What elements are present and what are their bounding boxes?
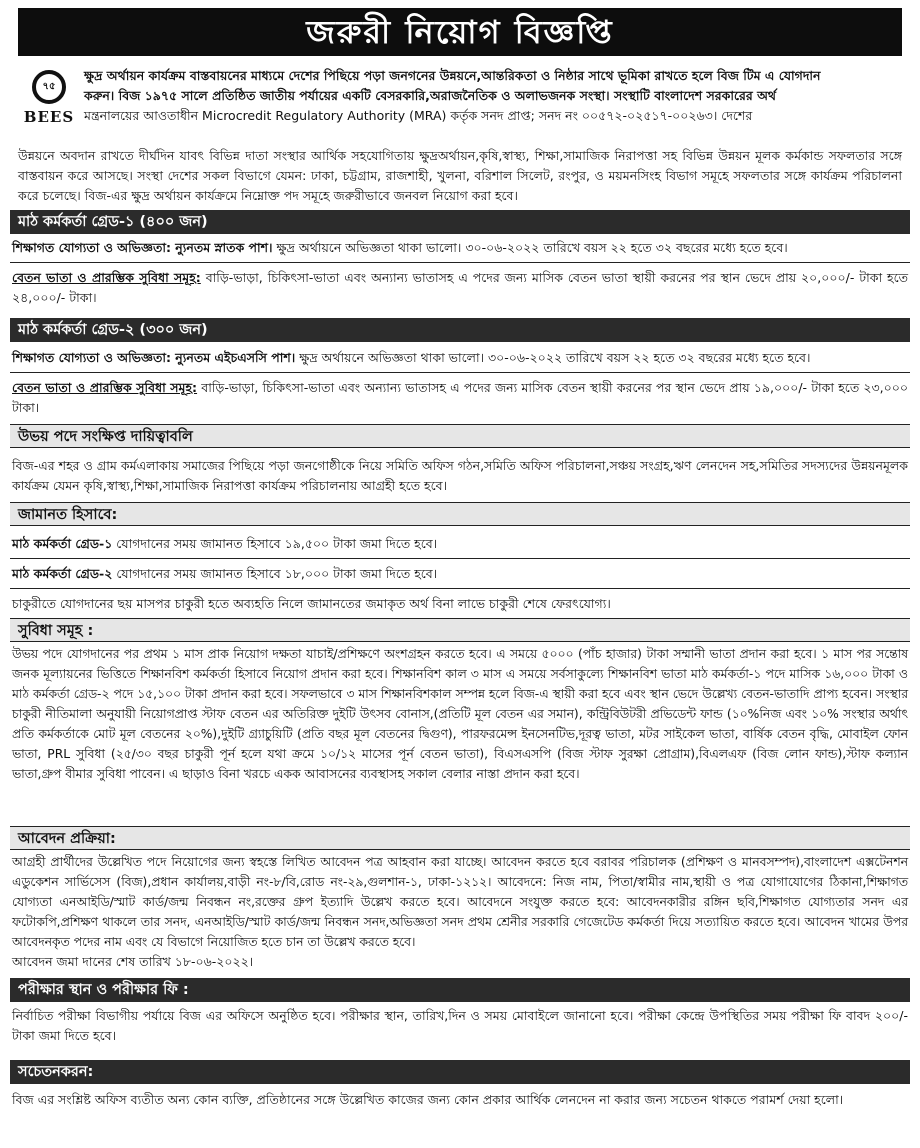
grade2-salary (12, 378, 908, 418)
security-grade2 (12, 564, 908, 584)
grade1-qualification (12, 238, 908, 258)
intro-rest: উন্নয়নে অবদান রাখতে দীর্ঘদিন যাবৎ বিভিন্ন দাতা সংস্থার আর্থিক সহযোগিতায় ক্ষুদ্রঅর্থায়ন,কৃষি,স্বাস্থ্য, শিক্ষা,সামাজিক নিরাপত্তা সহ বিভিন্ন উন্নয়ন মূলক কর্মকান্ড সফলতার সঙ্গে বাস্তবায়ন করে আসছে। সংস্থা দেশের সকল বিভাগে যেমন: ঢাকা, চট্টগ্রাম, রাজশাহী, খুলনা, বরিশাল সিলেট, রংপুর, ও ময়মনসিংহ বিভাগ সমূহে সফলতার সঙ্গে কার্যক্রম পরিচালনা করে চলেছে। বিজ-এর ক্ষুদ্র অর্থায়ন কার্যক্রমে নিম্নোক্ত পদ সমূহে জরুরীভাবে জনবল নিয়োগ করা হবে। (18, 148, 902, 203)
application-text: আগ্রহী প্রার্থীদের উল্লেখিত পদে নিয়োগের জন্য স্বহস্তে লিখিত আবেদন পত্র আহবান করা যাচ্ছে। আবেদন করতে হবে বরাবর পরিচালক (প্রশিক্ষণ ও মানবসম্পদ),বাংলাদেশ এক্সটেনশন এডুকেশন সার্ভিসেস (বিজ),প্রধান কার্যালয়,বাড়ী নং-৮/বি,রোড নং-২৯,গুলশান-১, ঢাকা-১২১২। আবেদনে: নিজ নাম, পিতা/স্বামীর নাম,স্থায়ী ও পত্র যোগাযোগের ঠিকানা,শিক্ষাগত যোগ্যতা এনআইডি/স্মাট কার্ড/জন্ম নিবন্ধন নং,রক্তের গ্রুপ ইত্যাদি উল্লেখ করতে হবে। আবেদনে সংযুক্ত করতে হবে: আবেদনকারীর রঙ্গিন ছবি,শিক্ষাগত যোগ্যতার সনদ এর ফটোকপি,প্রশিক্ষণ থাকলে তার সনদ, এনআইডি/স্মাট কার্ড/জন্ম নিবন্ধন সনদ,অভিজ্ঞতা সনদ প্রথম শ্রেনীর সরকারি গেজেটেড কর্মকর্তা দিয়ে সত্যায়িত করতে হবে। আবেদন খামের উপর আবেদনকৃত পদের নাম এবং যে বিভাগে নিয়োজিত হতে চান তা উল্লেখ করতে হবে। (12, 855, 908, 949)
intro-block (18, 62, 902, 212)
grade2-qual-text: ক্ষুদ্র অর্থায়নে অভিজ্ঞতা থাকা ভালো। ৩০-০৬-২০২২ তারিখে বয়স ২২ হতে ৩২ বছরের মধ্যে হতে হবে। (295, 350, 811, 365)
benefits-heading: সুবিধা সমূহ : (10, 618, 910, 642)
divider (10, 558, 910, 559)
grade2-qual-label: শিক্ষাগত যোগ্যতা ও অভিজ্ঞতা: ন্যুনতম এইচএসসি পাশ। (12, 350, 296, 365)
security-grade1-text: যোগদানের সময় জামানত হিসাবে ১৯,৫০০ টাকা জমা দিতে হবে। (112, 536, 438, 551)
grade1-salary-label: বেতন ভাতা ও প্রারম্ভিক সুবিধা সমূহ: (12, 270, 201, 285)
divider (10, 588, 910, 589)
caution-text: বিজ এর সংশ্লিষ্ট অফিস ব্যতীত অন্য কোন ব্যক্তি, প্রতিষ্ঠানের সঙ্গে উল্লেখিত কাজের জন্য কোন প্রকার আর্থিক লেনদেন না করার জন্য সচেতন থাকতে পরামর্শ দেয়া হলো। (12, 1092, 844, 1107)
divider (10, 262, 910, 263)
intro-paragraph (84, 66, 902, 126)
grade2-qualification (12, 348, 908, 368)
duties-heading: উভয় পদে সংক্ষিপ্ত দায়িত্বাবলি (10, 424, 910, 448)
intro-line-3: মন্ত্রনালয়ের আওতাধীন Microcredit Regulatory Authority (MRA) কর্তৃক সনদ প্রাপ্ত; সনদ নং ০০৫৭২-০২৫১৭-০০২৬৩। দেশের (84, 108, 753, 123)
divider (10, 372, 910, 373)
intro-line-2: করুন। বিজ ১৯৭৫ সালে প্রতিষ্ঠিত জাতীয় পর্যায়ের একটি বেসরকারি,অরাজনৈতিক ও অলাভজনক সংস্থা। সংস্থাটি বাংলাদেশ সরকারের অর্থ (84, 88, 777, 103)
grade1-qual-label: শিক্ষাগত যোগ্যতা ও অভিজ্ঞতা: ন্যুনতম স্নাতক পাশ। (12, 240, 273, 255)
security-grade1-label: মাঠ কর্মকর্তা গ্রেড-১ (12, 536, 113, 551)
security-grade1 (12, 534, 908, 554)
job-notice (4, 4, 916, 1140)
intro-line-1: ক্ষুদ্র অর্থায়ন কার্যক্রম বাস্তবায়নের মাধ্যমে দেশের পিছিয়ে পড়া জনগনের উন্নয়নে,আন্তরিকতা ও নিষ্ঠার সাথে ভূমিকা রাখতে হলে বিজ টিম এ যোগদান (84, 68, 821, 83)
security-heading: জামানত হিসাবে: (10, 502, 910, 526)
logo-wordmark: BEES (23, 108, 75, 126)
security-grade2-text: যোগদানের সময় জামানত হিসাবে ১৮,০০০ টাকা জমা দিতে হবে। (112, 566, 438, 581)
caution-heading: সচেতনকরন: (10, 1060, 910, 1084)
grade1-salary (12, 268, 908, 308)
grade1-heading: মাঠ কর্মকর্তা গ্রেড-১ (৪০০ জন) (10, 210, 910, 234)
notice-title: জরুরী নিয়োগ বিজ্ঞপ্তি (18, 8, 902, 56)
bees-logo (20, 70, 78, 134)
application-deadline: আবেদন জমা দানের শেষ তারিখ ১৮-০৬-২০২২। (12, 954, 254, 969)
grade1-salary-text: বাড়ি-ভাড়া, চিকিৎসা-ভাতা এবং অন্যান্য ভাতাসহ এ পদের জন্য মাসিক বেতন ভাতা স্থায়ী করনের পর স্থান ভেদে প্রায় ২০,০০০/- টাকা হতে ২৪,০০০/- টাকা। (12, 270, 909, 305)
benefits-text: উভয় পদে যোগদানের পর প্রথম ১ মাস প্রাক নিয়োগ দক্ষতা যাচাই/প্রশিক্ষণে অংশগ্রহন করতে হবে। এ সময়ে ৫০০০ (পাঁচ হাজার) টাকা সম্মানী ভাতা প্রদান করা হবে। ১ মাস পর সন্তোষ জনক মূল্যায়নের ভিত্তিতে শিক্ষানবিশ কর্মকর্তা হিসাবে নিয়োগ প্রদান করা হবে। শিক্ষানবিশ কাল ৩ মাস এ সময়ে সর্বসাকুল্যে শিক্ষানবিশ ভাতা মাঠ কর্মকর্তা-১ পদে মাসিক ১৬,০০০ টাকা ও মাঠ কর্মকর্তা গ্রেড-২ পদে ১৫,১০০ টাকা প্রদান করা হবে। সফলভাবে ৩ মাস শিক্ষানবিশকাল সম্পন্ন হলে বিজ-এ স্থায়ী করা হবে এবং স্থান ভেদে উল্লেখ্য বেতন-ভাতাদি প্রাপ্য হবেন। সংস্থার চাকুরী নীতিমালা অনুযায়ী নিয়োগপ্রাপ্ত স্টাফ বেতন এর অতিরিক্ত দুইটি উৎসব বোনাস,(প্রতিটি মূল বেতন এর সমান), কন্ট্রিবিউটরী প্রভিডেন্ট ফান্ড (১০%নিজ এবং ১০% সংস্থার অর্থাৎ প্রতি কর্মকর্তাকে মোট মূল বেতনের ২০%),দুইটি গ্র্যাচুয়িটি (প্রতি বছর মূল বেতনের দ্বিগুণ), পারফরমেন্স ইনসেনটিভ,দূরত্ব ভাতা, মটর সাইকেল ভাতা, বার্ষিক বেতন বৃদ্ধি, মোবাইল ফোন ভাতা, PRL সুবিধা (২৫/৩০ বছর চাকুরী পূর্ন হলে যথা ক্রমে ১০/১২ মাসের পূর্ন বেতন ভাতা), বিএসএসপি (বিজ স্টাফ সুরক্ষা প্রোগ্রাম),বিএলএফ (বিজ লোন ফান্ড),স্টাফ কল্যান ভাতা,গ্রুপ বীমার সুবিধা পাবেন। এ ছাড়াও বিনা খরচে একক আবাসনের ব্যবস্থাসহ সকাল বেলার নাস্তা প্রদান করা হবে। (12, 647, 908, 781)
exam-heading: পরীক্ষার স্থান ও পরীক্ষার ফি : (10, 978, 910, 1002)
grade2-heading: মাঠ কর্মকর্তা গ্রেড-২ (৩০০ জন) (10, 318, 910, 342)
application-heading: আবেদন প্রক্রিয়া: (10, 826, 910, 850)
grade2-salary-text: বাড়ি-ভাড়া, চিকিৎসা-ভাতা এবং অন্যান্য ভাতাসহ এ পদের জন্য মাসিক বেতন স্থায়ী করনের পর স্থান ভেদে প্রায় ১৯,০০০/- টাকা হতে ২৩,০০০ টাকা। (12, 380, 908, 415)
grade1-qual-text: ক্ষুদ্র অর্থায়নে অভিজ্ঞতা থাকা ভালো। ৩০-০৬-২০২২ তারিখে বয়স ২২ হতে ৩২ বছরের মধ্যে হতে হবে। (272, 240, 788, 255)
duties-text: বিজ-এর শহর ও গ্রাম কর্মএলাকায় সমাজের পিছিয়ে পড়া জনগোষ্ঠীকে নিয়ে সমিতি অফিস গঠন,সমিতি অফিস পরিচালনা,সঞ্চয় সংগ্রহ,ঋণ লেনদেন সহ,সমিতির সদস্যদের উন্নয়নমূলক কার্যক্রম যেমন কৃষি,স্বাস্থ্য,শিক্ষা,সামাজিক নিরাপত্তা কার্যক্রম পরিচালনায় আগ্রহী হতে হবে। (12, 458, 908, 493)
grade2-salary-label: বেতন ভাতা ও প্রারম্ভিক সুবিধা সমূহ: (12, 380, 198, 395)
logo-emblem-icon: ৭৫ (32, 70, 66, 104)
security-refund: চাকুরীতে যোগদানের ছয় মাসপর চাকুরী হতে অব্যহতি নিলে জামানতের জমাকৃত অর্থ বিনা লাভে চাকুরী শেষে ফেরৎযোগ্য। (12, 596, 611, 611)
security-grade2-label: মাঠ কর্মকর্তা গ্রেড-২ (12, 566, 113, 581)
exam-text: নির্বাচিত পরীক্ষা বিভাগীয় পর্যায়ে বিজ এর অফিসে অনুষ্ঠিত হবে। পরীক্ষার স্থান, তারিখ,দিন ও সময় মোবাইলে জানানো হবে। পরীক্ষা কেন্দ্রে উপস্থিতির সময় পরীক্ষা ফি বাবদ ২০০/-টাকা জমা দিতে হবে। (12, 1008, 908, 1043)
